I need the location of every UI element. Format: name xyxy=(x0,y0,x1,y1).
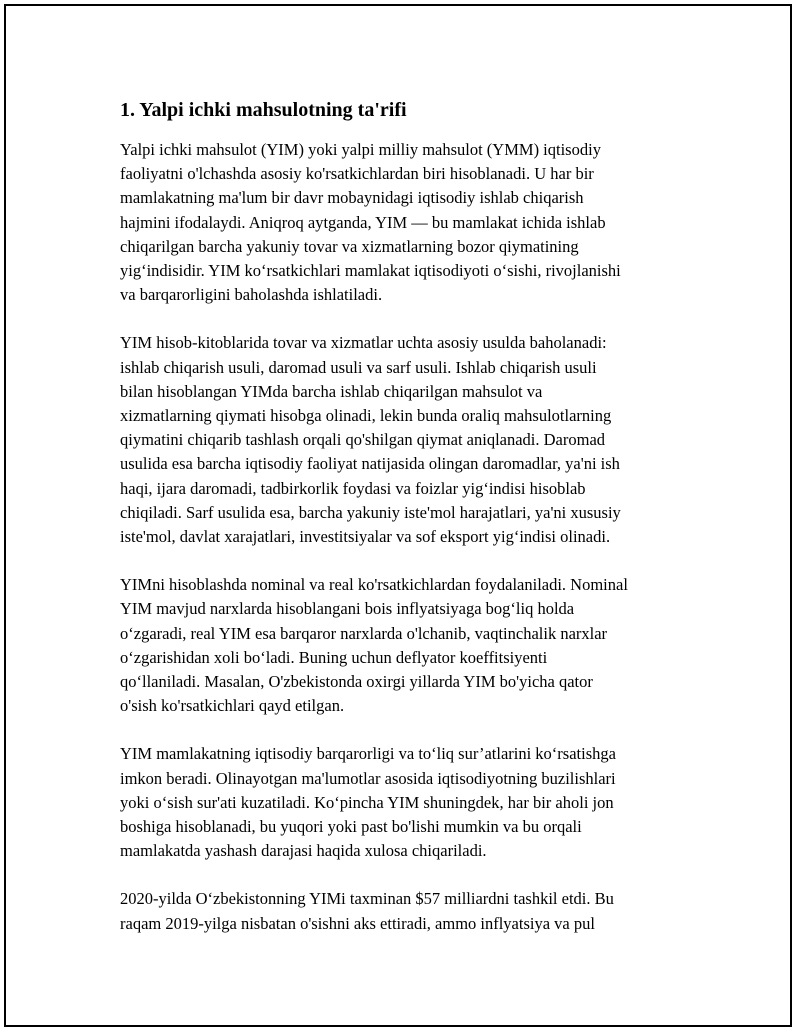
text-line: mamlakatda yashash darajasi haqida xulosa chiqariladi. xyxy=(120,841,487,861)
text-line: usulida esa barcha iqtisodiy faoliyat natijasida olingan daromadlar, ya'ni ish xyxy=(120,454,620,474)
text-line: iste'mol, davlat xarajatlari, investitsiyalar va sof eksport yig‘indisi olinadi. xyxy=(120,527,611,547)
paragraph xyxy=(120,742,695,863)
text-line: xizmatlarning qiymati hisobga olinadi, lekin bunda oraliq mahsulotlarning xyxy=(120,406,612,426)
text-line: 2020-yilda O‘zbekistonning YIMi taxminan $57 milliardni tashkil etdi. Bu xyxy=(120,889,614,909)
text-line: bilan hisoblangan YIMda barcha ishlab chiqarilgan mahsulot va xyxy=(120,381,543,401)
text-line: va barqarorligini baholashda ishlatiladi. xyxy=(120,285,383,305)
paragraph xyxy=(120,887,695,935)
text-line: imkon beradi. Olinayotgan ma'lumotlar asosida iqtisodiyotning buzilishlari xyxy=(120,768,616,788)
text-line: ishlab chiqarish usuli, daromad usuli va sarf usuli. Ishlab chiqarish usuli xyxy=(120,357,597,377)
text-line: yoki o‘sish sur'ati kuzatiladi. Ko‘pincha YIM shuningdek, har bir aholi jon xyxy=(120,792,614,812)
text-line: haqi, ijara daromadi, tadbirkorlik foydasi va foizlar yig‘indisi hisoblab xyxy=(120,478,586,498)
paragraph xyxy=(120,573,695,718)
paragraph xyxy=(120,138,695,307)
text-line: hajmini ifodalaydi. Aniqroq aytganda, YIM — bu mamlakat ichida ishlab xyxy=(120,212,606,232)
paragraph xyxy=(120,331,695,549)
text-line: YIMni hisoblashda nominal va real ko'rsatkichlardan foydalaniladi. Nominal xyxy=(120,575,628,595)
page-frame xyxy=(4,4,792,1027)
text-line: o‘zgarishidan xoli bo‘ladi. Buning uchun deflyator koeffitsiyenti xyxy=(120,647,548,667)
text-line: raqam 2019-yilga nisbatan o'sishni aks ettiradi, ammo inflyatsiya va pul xyxy=(120,913,595,933)
text-line: o‘zgaradi, real YIM esa barqaror narxlarda o'lchanib, vaqtinchalik narxlar xyxy=(120,623,608,643)
text-line: mamlakatning ma'lum bir davr mobaynidagi iqtisodiy ishlab chiqarish xyxy=(120,188,584,208)
text-line: chiqarilgan barcha yakuniy tovar va xizmatlarning bozor qiymatining xyxy=(120,236,579,256)
text-line: qiymatini chiqarib tashlash orqali qo'shilgan qiymat aniqlanadi. Daromad xyxy=(120,430,606,450)
text-line: o'sish ko'rsatkichlari qayd etilgan. xyxy=(120,696,345,716)
document-body xyxy=(120,96,695,960)
text-line: chiqiladi. Sarf usulida esa, barcha yakuniy iste'mol harajatlari, ya'ni xususiy xyxy=(120,502,621,522)
section-heading: 1. Yalpi ichki mahsulotning ta'rifi xyxy=(120,99,407,121)
text-line: YIM mavjud narxlarda hisoblangani bois inflyatsiyaga bog‘liq holda xyxy=(120,599,575,619)
text-line: Yalpi ichki mahsulot (YIM) yoki yalpi milliy mahsulot (YMM) iqtisodiy xyxy=(120,140,601,159)
text-line: yig‘indisidir. YIM ko‘rsatkichlari mamlakat iqtisodiyoti o‘sishi, rivojlanishi xyxy=(120,261,621,281)
text-line: YIM mamlakatning iqtisodiy barqarorligi va to‘liq sur’atlarini ko‘rsatishga xyxy=(120,744,616,764)
text-line: boshiga hisoblanadi, bu yuqori yoki past bo'lishi mumkin va bu orqali xyxy=(120,817,582,837)
text-line: YIM hisob-kitoblarida tovar va xizmatlar uchta asosiy usulda baholanadi: xyxy=(120,333,607,353)
text-line: faoliyatni o'lchashda asosiy ko'rsatkichlardan biri hisoblanadi. U har bir xyxy=(120,164,594,184)
text-line: qo‘llaniladi. Masalan, O'zbekistonda oxirgi yillarda YIM bo'yicha qator xyxy=(120,672,593,692)
paragraph-list xyxy=(120,138,695,936)
